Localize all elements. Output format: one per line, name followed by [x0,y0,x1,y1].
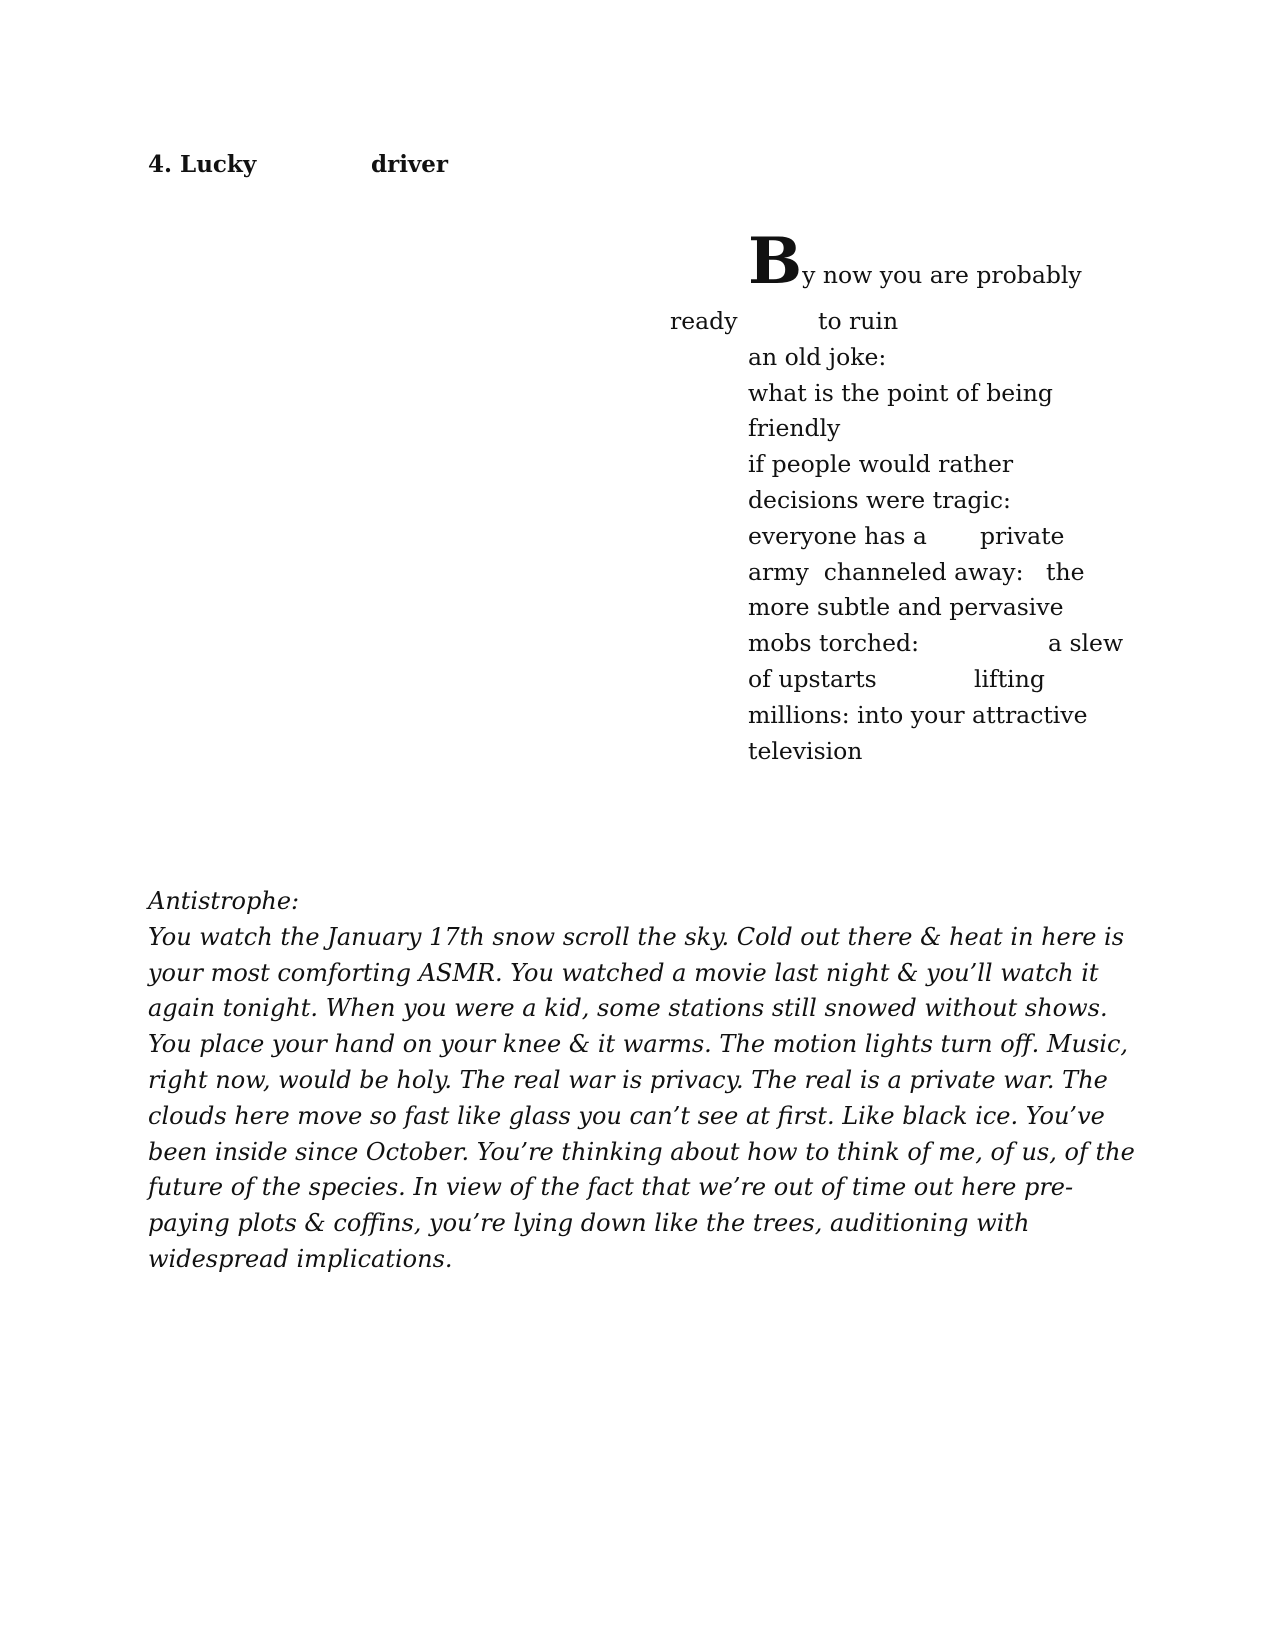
antistrophe-line: paying plots & coffins, you’re lying down like the trees, auditioning with [148,1209,1030,1238]
poem-line-1 [748,224,1088,299]
poem-line-9 [748,555,1088,591]
poem-line-11-left: mobs torched: [748,629,919,658]
poem-line-1-text: y now you are probably [802,261,1082,289]
poem-line-8 [748,519,1088,555]
poem-line-5: friendly [748,414,841,443]
poem-line-11-right: a slew [1048,629,1124,658]
antistrophe-heading: Antistrophe: [148,887,300,915]
antistrophe-section [148,884,1138,1278]
antistrophe-line: widespread implications. [148,1244,453,1273]
poem-line-6: if people would rather [748,450,1014,479]
poem-line-12-left: of upstarts [748,664,877,693]
antistrophe-line: clouds here move so fast like glass you can’t see at first. Like black ice. You’ve [148,1101,1105,1130]
poem-line-12-right: lifting [974,664,1045,693]
poem-line-2-left: ready [670,307,738,335]
poem-line-8-right: private [980,521,1065,550]
antistrophe-line: You place your hand on your knee & it warms. The motion lights turn off. Music, [148,1030,1129,1059]
title-number-word: 4. Lucky [148,151,257,178]
poem-line-11 [748,626,1124,662]
poem-line-2 [670,304,1088,340]
poem-line-2-right: to ruin [818,307,899,335]
poem-line-7: decisions were tragic: [748,485,1011,514]
poem-line-4: what is the point of being [748,378,1053,407]
drop-cap: B [748,224,803,299]
antistrophe-line: again tonight. When you were a kid, some stations still snowed without shows. [148,994,1108,1023]
poem-line-9-right: the [1046,557,1085,586]
poem-line-9-left: army channeled away: [748,557,1024,586]
poem-line-12 [748,662,1088,698]
poem-body [670,224,1124,769]
poem-line-14: television [748,736,863,765]
poem-line-10: more subtle and pervasive [748,593,1064,622]
poem-line-13: millions: into your attractive [748,700,1088,729]
poem-line-8-left: everyone has a [748,521,927,550]
title-second-word: driver [371,151,449,178]
antistrophe-line: You watch the January 17th snow scroll the sky. Cold out there & heat in here is [148,922,1125,951]
antistrophe-line: right now, would be holy. The real war is privacy. The real is a private war. The [148,1065,1108,1094]
antistrophe-line: your most comforting ASMR. You watched a movie last night & you’ll watch it [148,958,1099,987]
antistrophe-line: future of the species. In view of the fact that we’re out of time out here pre- [148,1173,1074,1202]
poem-line-3: an old joke: [748,342,887,371]
antistrophe-line: been inside since October. You’re thinking about how to think of me, of us, of the [148,1137,1135,1166]
